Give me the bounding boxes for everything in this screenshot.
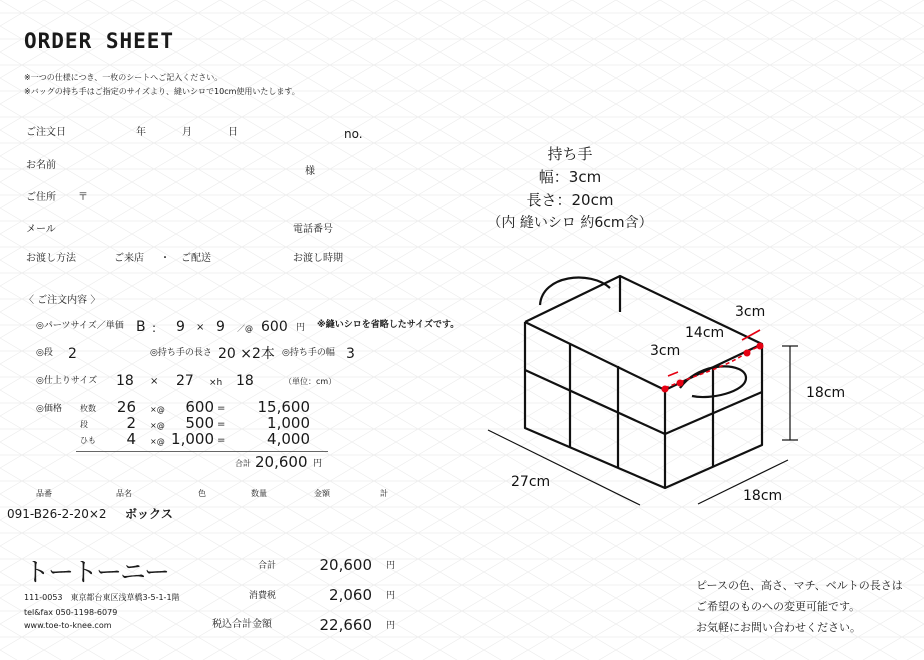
parts-height: 9 <box>216 319 225 335</box>
table-header-code: 品番 <box>36 489 52 498</box>
handle-spec-title: 持ち手 <box>547 145 593 163</box>
price-row-label: 枚数 <box>80 404 96 413</box>
table-header-color: 色 <box>198 489 206 498</box>
tax-value: 2,060 <box>329 586 372 604</box>
price-row-at: ×@ <box>150 437 165 446</box>
handle-width-label: ◎持ち手の幅 <box>282 348 335 358</box>
brand-logo: トートーニー <box>24 558 169 588</box>
order-date-label: ご注文日 <box>26 127 66 138</box>
month-label: 月 <box>182 127 192 138</box>
page-title: ORDER SHEET <box>24 29 175 53</box>
footer-note-2: ご希望のものへの変更可能です。 <box>696 600 861 613</box>
unit-price: 600 <box>261 319 288 335</box>
price-row-label: ひも <box>80 436 96 445</box>
finish-height: 18 <box>236 373 254 389</box>
price-row-total: 4,000 <box>267 430 310 448</box>
table-header-amount: 金額 <box>314 489 330 498</box>
delivery-label: お渡し方法 <box>26 253 76 264</box>
footer-note-3: お気軽にお問い合わせください。 <box>696 621 861 634</box>
note-line-2: ※バッグの持ち手はご指定のサイズより、縫いシロで10cm使用いたします。 <box>24 87 300 96</box>
price-row-unit: 500 <box>185 414 214 432</box>
delivery-store-option: ご来店 <box>114 253 144 264</box>
brand-web: www.toe-to-knee.com <box>24 621 112 630</box>
handle-spec-note: （内 縫いシロ 約6cm含） <box>487 215 653 231</box>
price-row-at: ×@ <box>150 405 165 414</box>
table-header-total: 計 <box>380 489 388 498</box>
total-yen: 円 <box>386 561 396 571</box>
delivery-separator: ・ <box>160 253 170 264</box>
finish-times-1: × <box>150 376 159 387</box>
dim-14cm: 14cm <box>685 325 725 341</box>
parts-at: ／@ <box>237 324 253 333</box>
note-line-1: ※一つの仕様につき、一枚のシートへご記入ください。 <box>24 73 223 82</box>
price-row-unit: 600 <box>185 398 214 416</box>
dim-height: 18cm <box>806 385 846 401</box>
grand-total-value: 22,660 <box>319 616 372 634</box>
postal-mark: 〒 <box>78 192 88 203</box>
handle-width-value: 3 <box>346 346 355 362</box>
phone-label: 電話番号 <box>293 224 333 235</box>
year-label: 年 <box>136 127 146 138</box>
dim-length: 27cm <box>511 474 551 490</box>
table-header-qty: 数量 <box>251 489 267 498</box>
handle-spec-width: 幅：3cm <box>538 168 602 186</box>
dim-3cm-top: 3cm <box>735 304 766 320</box>
sama-label: 様 <box>305 166 315 177</box>
parts-size-note: ※縫いシロを省略したサイズです。 <box>317 320 460 330</box>
unit-price-yen: 円 <box>296 323 306 333</box>
price-row-eq: = <box>217 403 226 414</box>
price-divider <box>76 451 328 452</box>
subtotal-yen: 円 <box>313 459 323 469</box>
price-row-total: 15,600 <box>257 398 310 416</box>
handle-length-value: 20 ×2本 <box>218 346 275 362</box>
price-row-qty: 26 <box>116 398 136 416</box>
tax-label: 消費税 <box>249 591 277 601</box>
tier-label: ◎段 <box>36 348 53 358</box>
delivery-time-label: お渡し時期 <box>293 253 343 264</box>
price-row-qty: 4 <box>126 430 136 448</box>
brand-address: 111-0053 東京都台東区浅草橋3-5-1-1階 <box>24 593 180 602</box>
finish-times-h: ×h <box>209 378 223 388</box>
subtotal-label: 合計 <box>235 459 251 468</box>
address-label: ご住所 <box>26 192 56 203</box>
price-row-label: 段 <box>80 420 88 429</box>
tax-yen: 円 <box>386 591 396 601</box>
back-handle-icon <box>540 278 610 305</box>
price-row-total: 1,000 <box>267 414 310 432</box>
handle-spec-length: 長さ：20cm <box>526 191 614 209</box>
price-row-unit: 1,000 <box>171 430 214 448</box>
name-label: お名前 <box>26 160 56 171</box>
footer-note-1: ピースの色、高さ、マチ、ベルトの長さは <box>696 579 903 592</box>
parts-width: 9 <box>176 319 185 335</box>
price-row-qty: 2 <box>126 414 136 432</box>
order-section-label: 〈 ご注文内容 〉 <box>24 295 101 306</box>
price-row-eq: = <box>217 419 226 430</box>
parts-times: × <box>196 322 205 333</box>
order-no-label: no. <box>344 127 363 141</box>
finish-width: 18 <box>116 373 134 389</box>
dim-3cm-left: 3cm <box>650 343 681 359</box>
handle-length-label: ◎持ち手の長さ <box>150 348 212 358</box>
table-header-name: 品名 <box>116 489 132 498</box>
unit-cm-note: （単位：cm） <box>284 377 337 386</box>
brand-tel: tel&fax 050-1198-6079 <box>24 608 118 617</box>
subtotal-value: 20,600 <box>255 453 308 471</box>
finish-size-label: ◎仕上りサイズ <box>36 376 98 386</box>
price-row-eq: = <box>217 435 226 446</box>
parts-code: B <box>136 319 146 335</box>
parts-size-label: ◎パーツサイズ／単価 <box>36 321 124 331</box>
grand-total-yen: 円 <box>386 621 396 631</box>
dim-depth: 18cm <box>743 488 783 504</box>
total-value: 20,600 <box>319 556 372 574</box>
total-label: 合計 <box>258 561 277 571</box>
delivery-ship-option: ご配送 <box>181 253 211 264</box>
tier-value: 2 <box>68 346 77 362</box>
product-code: 091-B26-2-20×2 <box>7 507 107 521</box>
price-row-at: ×@ <box>150 421 165 430</box>
day-label: 日 <box>228 127 238 138</box>
price-label: ◎価格 <box>36 404 62 414</box>
grand-total-label: 税込合計金額 <box>212 619 272 630</box>
email-label: メール <box>26 224 56 235</box>
product-name: ボックス <box>125 507 173 521</box>
parts-colon: : <box>152 321 157 335</box>
finish-depth: 27 <box>176 373 194 389</box>
